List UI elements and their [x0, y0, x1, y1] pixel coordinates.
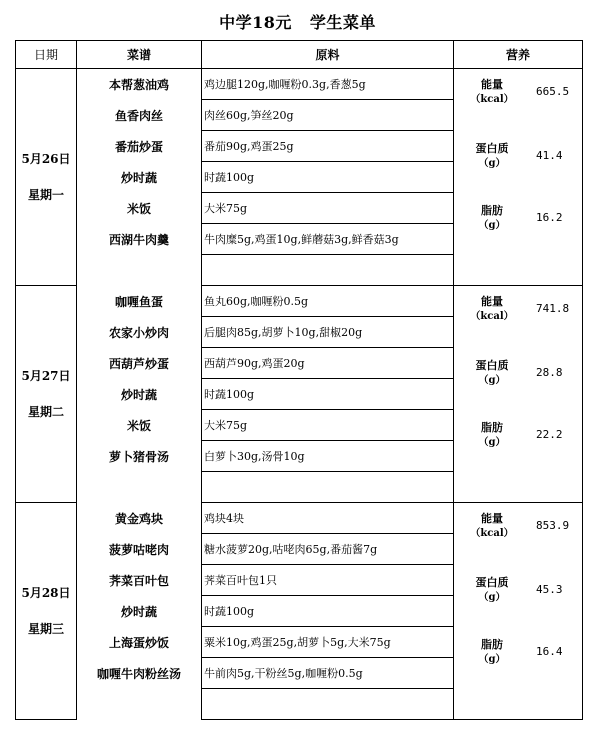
- nutrition-unit: （g）: [478, 437, 506, 448]
- nutrition-label-block: [464, 637, 520, 667]
- nutrition-value: 41.4: [536, 149, 563, 162]
- nutrition-unit: （g）: [478, 220, 506, 231]
- dish-name: [77, 689, 202, 720]
- nutrition-label-block: [464, 77, 520, 107]
- date-label: 5月26日: [21, 152, 71, 166]
- weekday-label: 星期三: [27, 622, 64, 636]
- nutrition-label: 蛋白质: [475, 359, 509, 372]
- ingredient-cell: 荠菜百叶包1只: [202, 565, 454, 596]
- ingredient-cell: 时蔬100g: [202, 596, 454, 627]
- date-cell: [16, 503, 77, 720]
- nutrition-cell: [454, 503, 583, 720]
- ingredient-cell: 牛前肉5g,干粉丝5g,咖喱粉0.5g: [202, 658, 454, 689]
- nutrition-label: 脂肪: [481, 638, 503, 651]
- table-row: [16, 286, 583, 317]
- nutrition-value: 853.9: [536, 519, 570, 532]
- nutrition-item: [454, 511, 582, 551]
- nutrition-label: 蛋白质: [475, 576, 509, 589]
- nutrition-value: 28.8: [536, 366, 563, 379]
- dish-name: 本帮葱油鸡: [77, 69, 202, 100]
- ingredient-cell: 后腿肉85g,胡萝卜10g,甜椒20g: [202, 317, 454, 348]
- nutrition-item: [454, 637, 582, 677]
- dish-name: 农家小炒肉: [77, 317, 202, 348]
- ingredient-cell: 番茄90g,鸡蛋25g: [202, 131, 454, 162]
- header-ingredients: 原料: [202, 41, 454, 69]
- dish-name: 咖喱鱼蛋: [77, 286, 202, 317]
- ingredient-cell: 鱼丸60g,咖喱粉0.5g: [202, 286, 454, 317]
- page-title: [0, 10, 595, 33]
- ingredient-cell: 白萝卜30g,汤骨10g: [202, 441, 454, 472]
- dish-name: 番茄炒蛋: [77, 131, 202, 162]
- nutrition-unit: （g）: [478, 158, 506, 169]
- ingredient-cell: 牛肉糜5g,鸡蛋10g,鲜蘑菇3g,鲜香菇3g: [202, 224, 454, 255]
- title-main: 中学18元: [219, 13, 292, 32]
- nutrition-unit: （g）: [478, 592, 506, 603]
- dish-name: 炒时蔬: [77, 162, 202, 193]
- nutrition-value: 16.2: [536, 211, 563, 224]
- dish-name: 萝卜猪骨汤: [77, 441, 202, 472]
- ingredient-cell: 粟米10g,鸡蛋25g,胡萝卜5g,大米75g: [202, 627, 454, 658]
- weekday-label: 星期一: [27, 188, 64, 202]
- nutrition-unit: （g）: [478, 375, 506, 386]
- dish-name: [77, 255, 202, 286]
- date-cell: [16, 69, 77, 286]
- nutrition-unit: （g）: [478, 654, 506, 665]
- nutrition-cell: [454, 69, 583, 286]
- ingredient-cell: 大米75g: [202, 410, 454, 441]
- menu-table: [15, 40, 583, 720]
- ingredient-cell: 肉丝60g,笋丝20g: [202, 100, 454, 131]
- ingredient-cell: 大米75g: [202, 193, 454, 224]
- nutrition-value: 22.2: [536, 428, 563, 441]
- nutrition-label: 蛋白质: [475, 142, 509, 155]
- nutrition-item: [454, 77, 582, 117]
- nutrition-cell: [454, 286, 583, 503]
- dish-name: 鱼香肉丝: [77, 100, 202, 131]
- date-cell: [16, 286, 77, 503]
- nutrition-label-block: [464, 511, 520, 541]
- ingredient-cell: 鸡边腿120g,咖喱粉0.3g,香葱5g: [202, 69, 454, 100]
- nutrition-label: 能量: [481, 512, 503, 525]
- date-label: 5月27日: [21, 369, 71, 383]
- ingredient-cell: 糖水菠萝20g,咕咾肉65g,番茄酱7g: [202, 534, 454, 565]
- dish-name: 西葫芦炒蛋: [77, 348, 202, 379]
- table-row: [16, 503, 583, 534]
- nutrition-label-block: [464, 294, 520, 324]
- table-row: [16, 69, 583, 100]
- dish-name: 上海蛋炒饭: [77, 627, 202, 658]
- header-nutrition: 营养: [454, 41, 583, 69]
- nutrition-unit: （kcal）: [470, 94, 514, 105]
- menu-body: [16, 69, 583, 720]
- ingredient-cell: [202, 255, 454, 286]
- ingredient-cell: 西葫芦90g,鸡蛋20g: [202, 348, 454, 379]
- nutrition-label-block: [464, 358, 520, 388]
- weekday-label: 星期二: [27, 405, 64, 419]
- ingredient-cell: 时蔬100g: [202, 379, 454, 410]
- dish-name: 炒时蔬: [77, 379, 202, 410]
- dish-name: 西湖牛肉羹: [77, 224, 202, 255]
- nutrition-item: [454, 420, 582, 460]
- dish-name: [77, 472, 202, 503]
- nutrition-label-block: [464, 141, 520, 171]
- ingredient-cell: [202, 689, 454, 720]
- nutrition-value: 665.5: [536, 85, 570, 98]
- ingredient-cell: [202, 472, 454, 503]
- dish-name: 黄金鸡块: [77, 503, 202, 534]
- header-date: 日期: [16, 41, 77, 69]
- title-sub: 学生菜单: [309, 13, 376, 32]
- nutrition-unit: （kcal）: [470, 528, 514, 539]
- nutrition-item: [454, 358, 582, 398]
- dish-name: 米饭: [77, 410, 202, 441]
- nutrition-label: 能量: [481, 295, 503, 308]
- dish-name: 荠菜百叶包: [77, 565, 202, 596]
- dish-name: 炒时蔬: [77, 596, 202, 627]
- nutrition-label: 脂肪: [481, 204, 503, 217]
- header-dish: 菜谱: [77, 41, 202, 69]
- header-row: [16, 41, 583, 69]
- nutrition-value: 741.8: [536, 302, 570, 315]
- nutrition-unit: （kcal）: [470, 311, 514, 322]
- nutrition-item: [454, 203, 582, 243]
- ingredient-cell: 时蔬100g: [202, 162, 454, 193]
- date-label: 5月28日: [21, 586, 71, 600]
- nutrition-label-block: [464, 575, 520, 605]
- nutrition-label-block: [464, 203, 520, 233]
- dish-name: 咖喱牛肉粉丝汤: [77, 658, 202, 689]
- nutrition-item: [454, 575, 582, 615]
- nutrition-label: 脂肪: [481, 421, 503, 434]
- nutrition-value: 45.3: [536, 583, 563, 596]
- nutrition-item: [454, 141, 582, 181]
- nutrition-label-block: [464, 420, 520, 450]
- nutrition-label: 能量: [481, 78, 503, 91]
- dish-name: 米饭: [77, 193, 202, 224]
- nutrition-value: 16.4: [536, 645, 563, 658]
- nutrition-item: [454, 294, 582, 334]
- ingredient-cell: 鸡块4块: [202, 503, 454, 534]
- dish-name: 菠萝咕咾肉: [77, 534, 202, 565]
